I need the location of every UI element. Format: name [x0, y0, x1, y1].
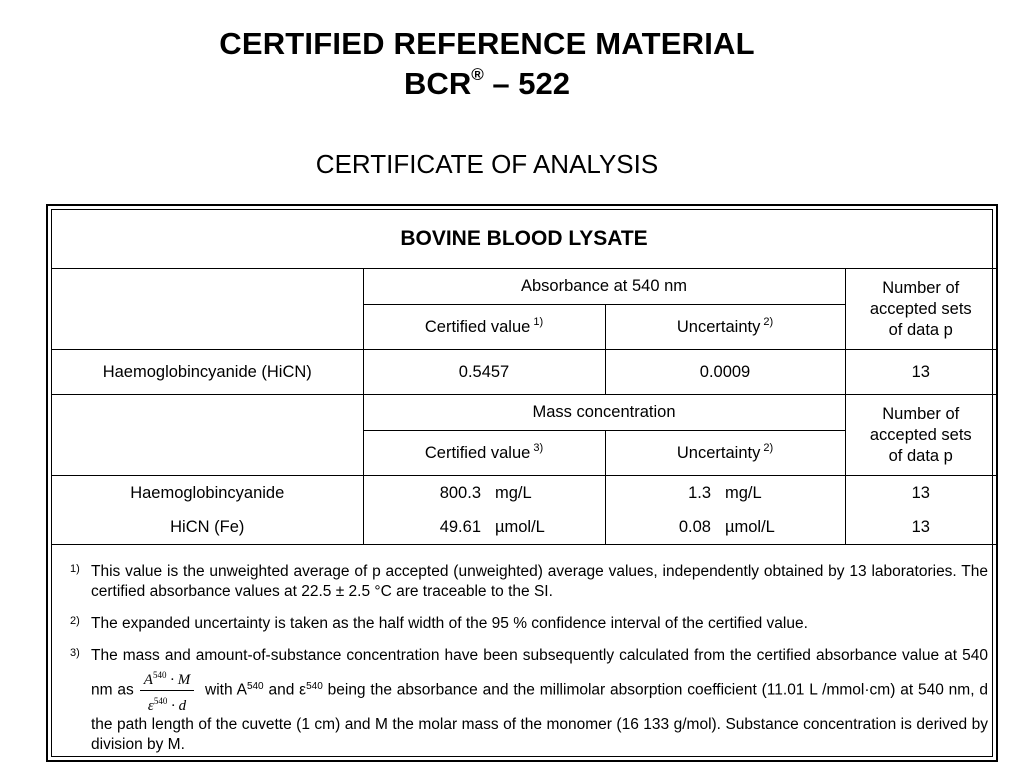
unit: µmol/L	[725, 518, 775, 536]
table-title: BOVINE BLOOD LYSATE	[52, 210, 996, 269]
certified-value-label: Certified value	[424, 443, 531, 462]
mass-group-header: Mass concentration	[363, 395, 845, 431]
unit: µmol/L	[495, 518, 545, 536]
count-header-line2: accepted sets	[869, 299, 972, 318]
count-header-line2: accepted sets	[869, 425, 972, 444]
empty-header-cell	[52, 395, 363, 476]
formula-symbol: · M	[166, 672, 191, 688]
formula-superscript: 540	[152, 670, 167, 680]
formula-denominator	[140, 691, 194, 715]
empty-header-cell	[52, 269, 363, 350]
row-count: 13	[845, 350, 996, 395]
uncertainty-header	[605, 431, 845, 476]
count-header	[845, 269, 996, 350]
certificate-frame	[46, 204, 998, 762]
uncertainty-label: Uncertainty	[676, 443, 761, 462]
row-count: 13	[911, 484, 930, 502]
count-header-line3: of data p	[888, 446, 953, 465]
row-name: Haemoglobincyanide	[130, 484, 285, 502]
row-certified-values	[363, 476, 605, 545]
row-certified-value: 0.5457	[363, 350, 605, 395]
count-header-line1: Number of	[882, 278, 960, 297]
footnote-ref: 2)	[763, 441, 774, 454]
uncertainty-pair	[661, 476, 789, 510]
uncertainty-label: Uncertainty	[676, 317, 761, 336]
registered-mark: ®	[471, 64, 484, 84]
footnote-mark: 2)	[70, 615, 80, 627]
value: 800.3	[439, 484, 481, 502]
formula-symbol: · d	[167, 698, 187, 714]
unit: mg/L	[495, 484, 532, 502]
formula-numerator	[140, 666, 194, 691]
document-code	[0, 66, 974, 102]
value: 0.08	[678, 518, 711, 536]
count-header-line3: of data p	[888, 320, 953, 339]
code-suffix: – 522	[483, 66, 570, 101]
concentration-formula	[140, 666, 194, 715]
row-name: HiCN (Fe)	[170, 518, 245, 536]
footnote-text-d: being the absorbance and the millimolar absorption coefficient (11.01 L /mmol·cm) at 540 nm, d the path length of the cuvette (1 cm) and M the molar mass of the monomer (16 133 g/mol). Substance concentration is derived by division by M.	[91, 681, 988, 753]
absorbance-group-header: Absorbance at 540 nm	[363, 269, 845, 305]
formula-symbol: A	[143, 672, 153, 688]
value: 1.3	[688, 484, 711, 502]
footnote-ref: 2)	[763, 315, 774, 328]
uncertainty-pair	[661, 510, 789, 544]
footnote-text-c: and ε	[263, 681, 307, 699]
certified-value-header	[363, 431, 605, 476]
row-uncertainty: 0.0009	[605, 350, 845, 395]
certified-value-pair	[409, 476, 559, 510]
certified-values-table	[52, 210, 996, 545]
footnote-text: The expanded uncertainty is taken as the half width of the 95 % confidence interval of the certified value.	[91, 615, 808, 632]
footnote-mark: 1)	[70, 563, 80, 575]
document-title: CERTIFIED REFERENCE MATERIAL	[219, 26, 755, 61]
table-row	[52, 350, 996, 395]
unit: mg/L	[725, 484, 762, 502]
footnote-text	[91, 646, 988, 755]
row-names	[52, 476, 363, 545]
footnote-ref: 1)	[533, 315, 544, 328]
document-subtitle: CERTIFICATE OF ANALYSIS	[315, 149, 659, 179]
superscript: 540	[246, 680, 264, 692]
count-header	[845, 395, 996, 476]
row-counts	[845, 476, 996, 545]
row-count: 13	[911, 518, 930, 536]
count-header-line1: Number of	[882, 404, 960, 423]
footnote-text-a: The mass and amount-of-substance concentration have been subsequently calculated from the certified absorbance value at 540 nm as	[91, 647, 988, 699]
row-name: Haemoglobincyanide (HiCN)	[52, 350, 363, 395]
certificate-inner-frame	[51, 209, 993, 757]
footnote-mark: 3)	[70, 647, 80, 659]
formula-symbol: ε	[147, 698, 154, 714]
formula-superscript: 540	[153, 696, 168, 706]
footnote-ref: 3)	[533, 441, 544, 454]
uncertainty-header	[605, 305, 845, 350]
certified-value-pair	[409, 510, 559, 544]
certified-value-label: Certified value	[424, 317, 531, 336]
footnote-text: This value is the unweighted average of p accepted (unweighted) average values, independently obtained by 13 laboratories. The certified absorbance values at 22.5 ± 2.5 °C are traceable to the SI.	[91, 563, 988, 600]
code-prefix: BCR	[404, 66, 472, 101]
certified-value-header	[363, 305, 605, 350]
superscript: 540	[306, 680, 323, 692]
row-uncertainties	[605, 476, 845, 545]
value: 49.61	[439, 518, 481, 536]
footnote-text-b: with A	[200, 681, 247, 699]
table-row	[52, 476, 996, 545]
